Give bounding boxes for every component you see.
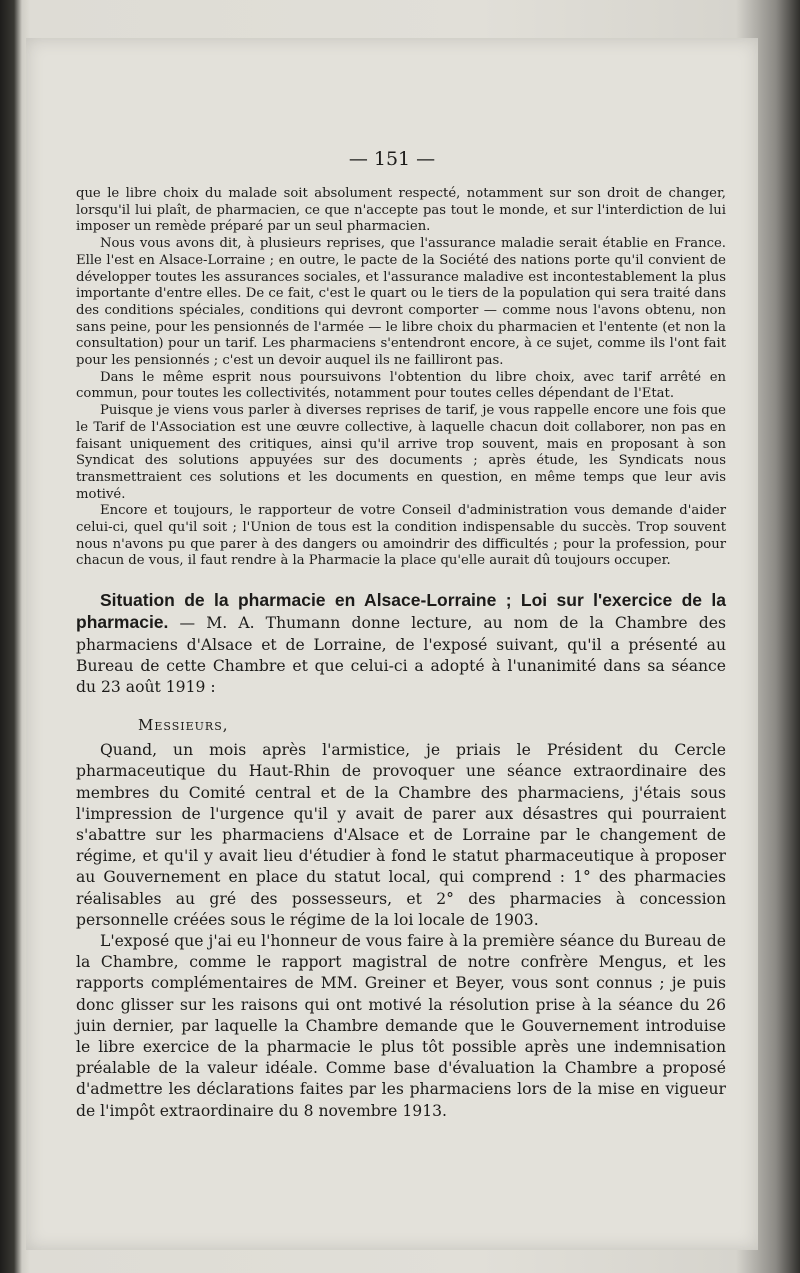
page-body <box>76 186 726 1122</box>
paragraph-union: Encore et toujours, le rapporteur de votre Conseil d'administration vous demande d'aider celui-ci, quel qu'il soit ; l'Union de tous est la condition indispensable du succès. Trop souvent nous n'avons pu que parer à des dangers ou amoindrir des difficultés ; pour la profession, pour chacun de vous, il faut rendre à la Pharmacie la place qu'elle aurait dû toujours occuper. <box>76 503 726 569</box>
paragraph-collectivites: Dans le même esprit nous poursuivons l'obtention du libre choix, avec tarif arrêté en commun, pour toutes les collectivités, notamment pour toutes celles dépendant de l'Etat. <box>76 369 726 402</box>
paragraph-tarif: Puisque je viens vous parler à diverses reprises de tarif, je vous rappelle encore une fois que le Tarif de l'Association est une œuvre collective, à laquelle chacun doit collaborer, non pas en faisant uniquement des critiques, ainsi qu'il arrive trop souvent, mais en proposant à son Syndicat des solutions appuyées sur des documents ; après étude, les Syndicats nous transmettraient ces solutions et les documents en question, en même temps que leur avis motivé. <box>76 403 726 502</box>
section-intro <box>76 590 726 698</box>
section-heading-rest: — M. A. Thumann donne lecture, au nom de la Chambre des pharmaciens d'Alsace et de Lorraine, de l'exposé suivant, qu'il a présenté au Bureau de cette Chambre et que celui-ci a adopté à l'unanimité dans sa séance du 23 août 1919 : <box>76 614 726 696</box>
paragraph-assurance: Nous vous avons dit, à plusieurs reprises, que l'assurance maladie serait établie en France. Elle l'est en Alsace-Lorraine ; en outre, le pacte de la Société des nations porte qu'il convient de développer toutes les assurances sociales, et l'assurance maladive est incontestablement la plus importante d'entre elles. De ce fait, c'est le quart ou le tiers de la population qui sera traité dans des conditions spéciales, conditions qui devront comporter — comme nous l'avons obtenu, non sans peine, pour les pensionnés de l'armée — le libre choix du pharmacien et l'entente (et non la consultation) pour un tarif. Les pharmaciens s'entendront encore, à ce sujet, comme ils l'ont fait pour les pensionnés ; c'est un devoir auquel ils ne failliront pas. <box>76 236 726 369</box>
salutation: Messieurs, <box>138 716 229 735</box>
section-heading: Situation de la pharmacie en Alsace-Lorraine ; Loi sur l'exercice de la pharmacie. <box>76 590 726 633</box>
section-alsace-lorraine <box>76 590 726 1122</box>
page-number: — 151 — <box>348 148 436 170</box>
paragraph-continuation: que le libre choix du malade soit absolument respecté, notamment sur son droit de changer, lorsqu'il lui plaît, de pharmacien, ce que n'accepte pas tout le monde, et sur l'interdiction de lui imposer un remède préparé par un seul pharmacien. <box>76 186 726 235</box>
paragraph-armistice: Quand, un mois après l'armistice, je priais le Président du Cercle pharmaceutique du Haut-Rhin de provoquer une séance extraordinaire des membres du Comité central et de la Chambre des pharmaciens, j'étais sous l'impression de l'urgence qu'il y avait de parer aux désastres qui pourraient s'abattre sur les pharmaciens d'Alsace et de Lorraine par le changement de régime, et qu'il y avait lieu d'étudier à fond le statut pharmaceutique à proposer au Gouvernement en place du statut local, qui comprend : 1° des pharmacies réalisables au gré des possesseurs, et 2° des pharmacies à concession personnelle créées sous le régime de la loi locale de 1903. <box>76 741 726 929</box>
small-text-block <box>76 186 726 570</box>
paragraph-expose: L'exposé que j'ai eu l'honneur de vous faire à la première séance du Bureau de la Chambre, comme le rapport magistral de notre confrère Mengus, et les rapports complémentaires de MM. Greiner et Beyer, vous sont connus ; je puis donc glisser sur les raisons qui ont motivé la résolution prise à la séance du 26 juin dernier, par laquelle la Chambre demande que le Gouvernement introduise le libre exercice de la pharmacie le plus tôt possible après une indemnisation préalable de la valeur idéale. Comme base d'évaluation la Chambre a proposé d'admettre les déclarations faites par les pharmaciens lors de la mise en vigueur de l'impôt extraordinaire du 8 novembre 1913. <box>76 932 726 1120</box>
page-sheet <box>26 38 758 1250</box>
